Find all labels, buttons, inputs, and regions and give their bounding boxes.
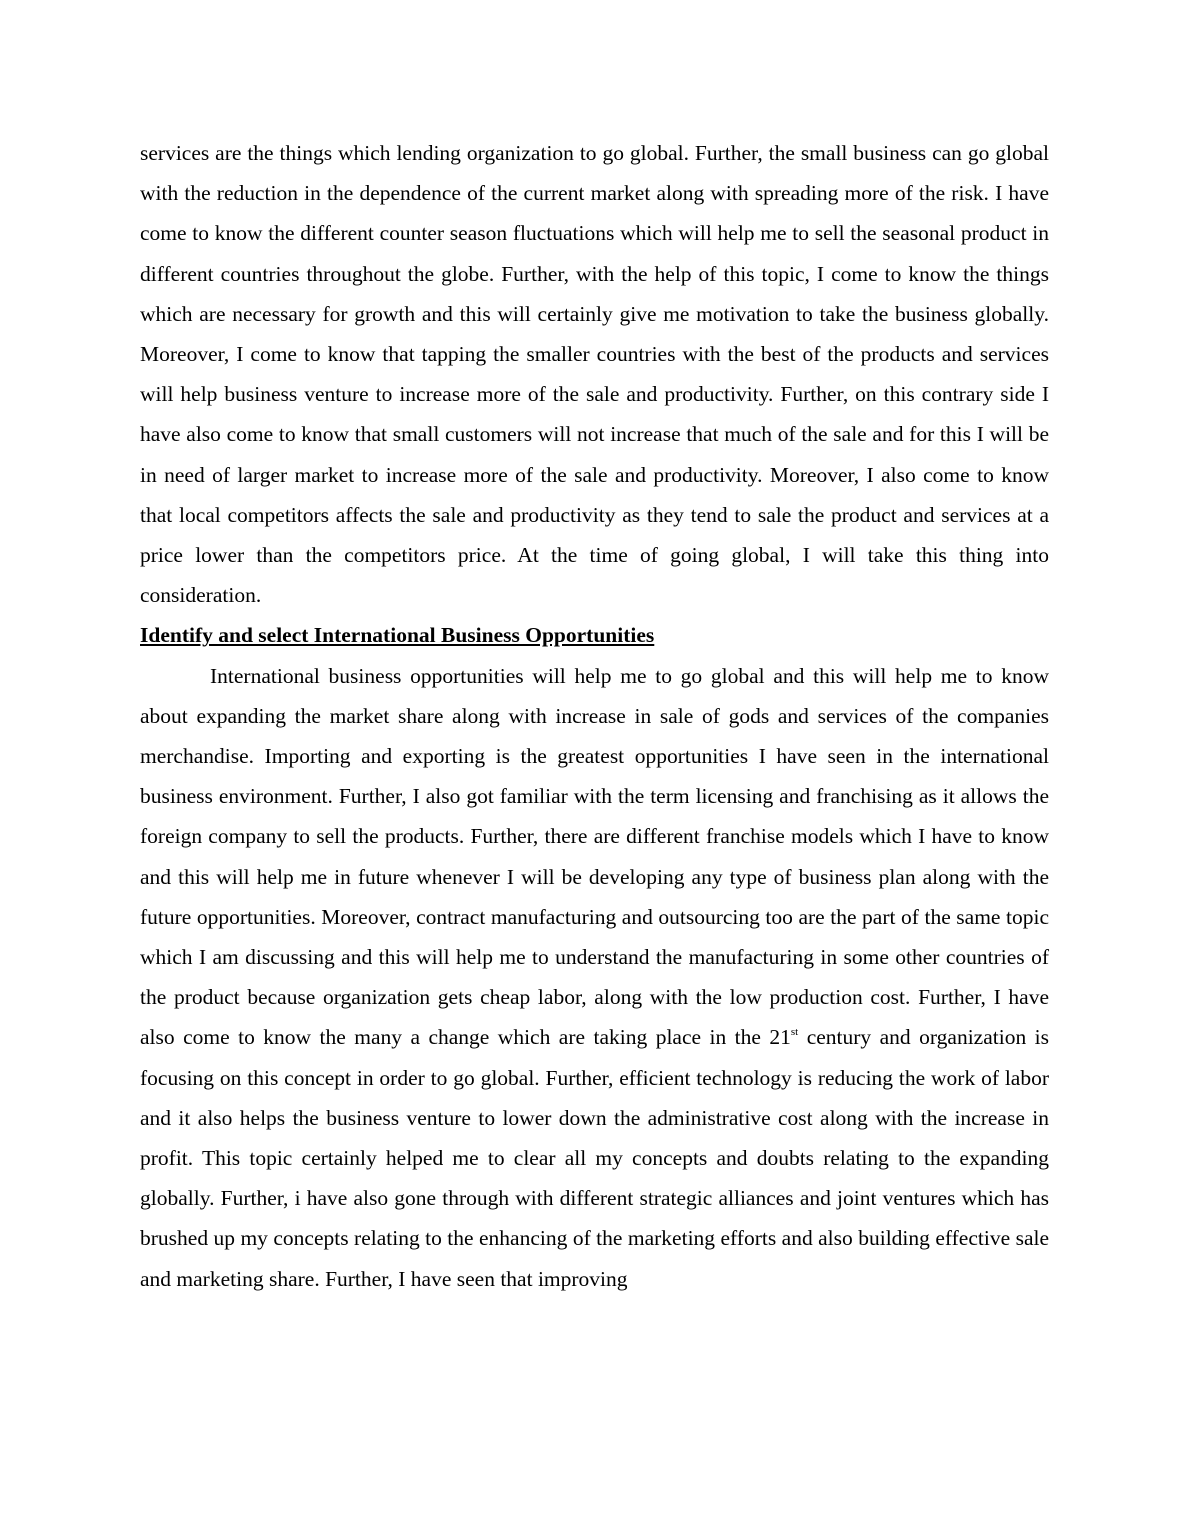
paragraph-2-text-end: century and organization is focusing on this concept in order to go global. Further, efficient technology is reducing the work of labor and it also helps the business venture to lower down the administrative cost along with the increase in profit. This topic certainly helped me to clear all my concepts and doubts relating to the expanding globally. Further, i have also gone through with different strategic alliances and joint ventures which has brushed up my concepts relating to the enhancing of the marketing efforts and also building effective sale and marketing share. Further, I have seen that improving bbox=[140, 1025, 1049, 1291]
document-page bbox=[140, 133, 1049, 1299]
body-paragraph-1: services are the things which lending organization to go global. Further, the small business can go global with the reduction in the dependence of the current market along with spreading more of the risk. I have come to know the different counter season fluctuations which will help me to sell the seasonal product in different countries throughout the globe. Further, with the help of this topic, I come to know the things which are necessary for growth and this will certainly give me motivation to take the business globally. Moreover, I come to know that tapping the smaller countries with the best of the products and services will help business venture to increase more of the sale and productivity. Further, on this contrary side I have also come to know that small customers will not increase that much of the sale and for this I will be in need of larger market to increase more of the sale and productivity. Moreover, I also come to know that local competitors affects the sale and productivity as they tend to sale the product and services at a price lower than the competitors price. At the time of going global, I will take this thing into consideration. bbox=[140, 141, 1049, 608]
paragraph-2-text-start: International business opportunities will help me to go global and this will help me to know about expanding the market share along with increase in sale of gods and services of the companies merchandise. Importing and exporting is the greatest opportunities I have seen in the international business environment. Further, I also got familiar with the term licensing and franchising as it allows the foreign company to sell the products. Further, there are different franchise models which I have to know and this will help me in future whenever I will be developing any type of business plan along with the future opportunities. Moreover, contract manufacturing and outsourcing too are the part of the same topic which I am discussing and this will help me to understand the manufacturing in some other countries of the product because organization gets cheap labor, along with the low production cost. Further, I have also come to know the many a change which are taking place in the 21 bbox=[140, 663, 1049, 1050]
section-heading: Identify and select International Business Opportunities bbox=[140, 623, 655, 648]
ordinal-superscript: st bbox=[790, 1026, 799, 1039]
body-paragraph-2 bbox=[140, 656, 1049, 1299]
